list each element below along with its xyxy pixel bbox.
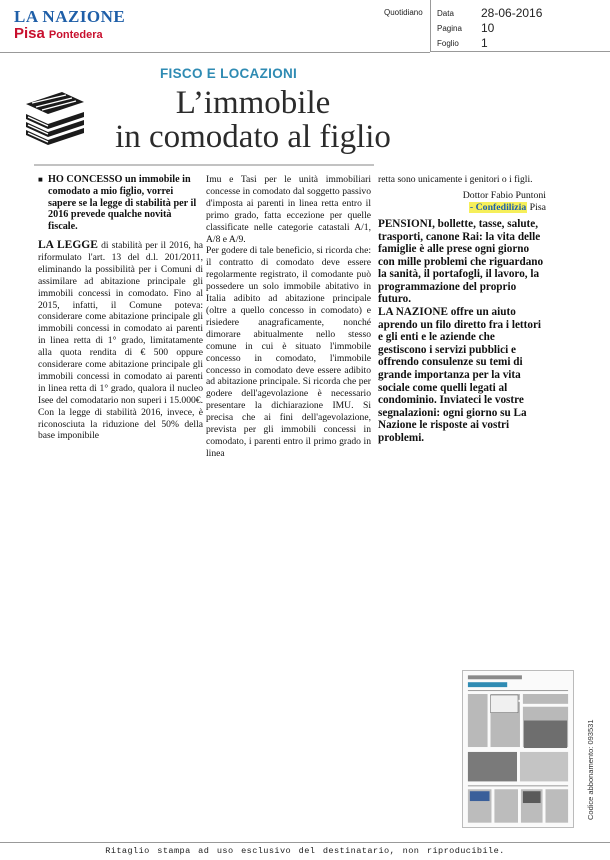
- date-value: 28-06-2016: [481, 6, 543, 20]
- page-value: 10: [481, 21, 495, 35]
- date-row: [437, 6, 543, 20]
- signature-name: Dottor Fabio Puntoni: [462, 189, 546, 201]
- footer-divider: [0, 842, 610, 843]
- article-column-2: [206, 174, 371, 460]
- page-thumbnail: [462, 670, 574, 828]
- signature: [378, 190, 546, 214]
- subscription-code: Codice abbonamento: 093531: [586, 719, 595, 820]
- publication-type: Quotidiano: [384, 8, 423, 17]
- sheet-value: 1: [481, 36, 488, 50]
- date-label: Data: [437, 9, 454, 18]
- page-label: Pagina: [437, 24, 462, 33]
- sheet-label: Foglio: [437, 39, 459, 48]
- promo-box: [378, 218, 546, 445]
- newspaper-name: LA NAZIONE: [14, 7, 126, 26]
- column-2-paragraph-1: Imu e Tasi per le unità immobiliari concesse in comodato dal soggetto passivo d'imposta ai parenti in linea retta entro il primo grado, fatta eccezione per quelle classificate nelle categorie catastali A/1, A/8 e A/9.: [206, 174, 371, 245]
- reader-question: ■ HO CONCESSO un immobile in comodato a mio figlio, vorrei sapere se la legge di stabilità per il 2016 prevede qualche novità fiscale.: [38, 174, 203, 233]
- page-row: [437, 21, 495, 35]
- headline-line-1: L’immobile: [175, 85, 331, 121]
- signature-org: - Confedilizia: [469, 201, 527, 213]
- column-2-paragraph-2: Per godere di tale beneficio, si ricorda che: il contratto di comodato deve essere regolarmente registrato, il comodante può possedere un solo immobile abitativo in Italia adibito ad abitazione principale (oltre a quello concesso in comodato) e risiedere anagraficamente, nonché dimorare abitualmente nello stesso comune in cui è situato l'immobile concesso in comodato, l'immobile concesso in comodato deve essere adibito ad abitazione principale. Si ricorda che per godere dell'agevolazione è necessario presentare la dichiarazione IMU. Si precisa che ai fini dell'agevolazione, prevista per gli immobili concessi in comodato, i parenti entro il primo grado in linea: [206, 245, 371, 459]
- section-kicker: FISCO E LOCAZIONI: [160, 66, 298, 81]
- answer-text: di stabilità per il 2016, ha riformulato l'art. 13 del d.l. 201/2011, eliminando la possibilità per i Comuni di assimilare ad abitazione principale gli immobili concessi in comodato. Fino al 2015, infatti, il Comune poteva: considerare come abitazione principale gli immobili concessi in comodato ai parenti in linea retta di 1° grado, limitatamente alla quota rendita di € 500 oppure considerare come abitazione principale gli immobili concessi in comodato ai parenti in linea retta di 1° grado, qualora il nucleo Isee del comodatario non superi i 15.000€. Con la legge di stabilità 2016, invece, è riconosciuta la riduzione del 50% della base imponibile: [38, 239, 204, 442]
- promo-paragraph-1: PENSIONI, bollette, tasse, salute, trasporti, canone Rai: la vita delle famiglie è alle prese ogni giorno con mille problemi che riguardano la sanità, il portafogli, il lavoro, la programmazione del proprio futuro.: [378, 217, 544, 306]
- signature-city: Pisa: [527, 201, 546, 213]
- column-3-paragraph-1: retta sono unicamente i genitori o i figli.: [378, 174, 533, 185]
- answer-lead: LA LEGGE: [38, 238, 98, 251]
- sheet-row: [437, 36, 488, 50]
- edition: [14, 26, 214, 43]
- promo-paragraph-2: LA NAZIONE offre un aiuto aprendo un filo diretto fra i lettori e gli enti e le aziende che gestiscono i servizi pubblici e offrendo consulenze su temi di grande importanza per la vita sociale come quelli legati al condominio. Inviateci le vostre segnalazioni: ogni giorno su La Nazione le risposte ai vostri problemi.: [378, 306, 542, 444]
- edition-city: Pisa: [14, 25, 45, 42]
- masthead: [14, 8, 214, 43]
- headline-divider: [34, 164, 374, 166]
- metadata-box: [430, 0, 610, 52]
- footer-disclaimer: Ritaglio stampa ad uso esclusivo del destinatario, non riproducibile.: [105, 846, 505, 856]
- header-divider: [0, 52, 430, 53]
- article-column-1: [38, 174, 203, 442]
- answer-paragraph: [38, 240, 203, 442]
- edition-local: Pontedera: [48, 29, 103, 41]
- article-column-3: [378, 174, 546, 445]
- stacked-books-icon: [22, 86, 88, 146]
- headline-line-2: in comodato al figlio: [115, 119, 391, 155]
- headline: [108, 86, 398, 154]
- signature-affiliation: [378, 202, 546, 214]
